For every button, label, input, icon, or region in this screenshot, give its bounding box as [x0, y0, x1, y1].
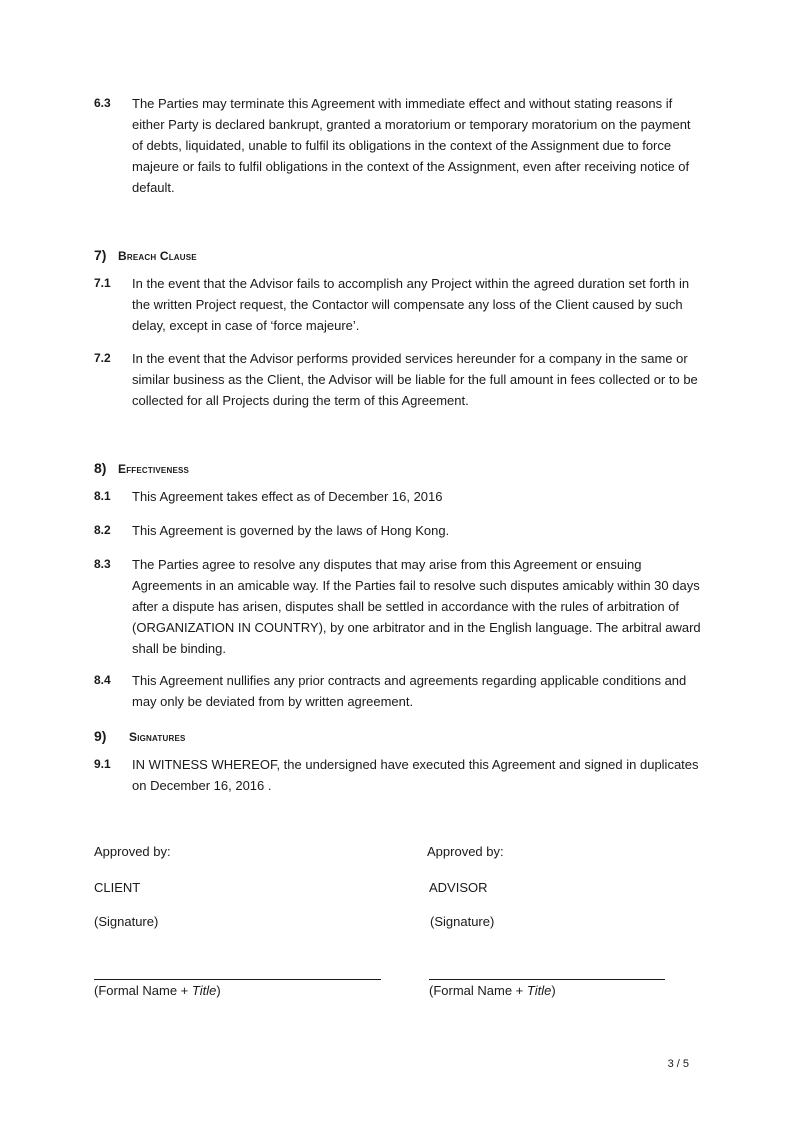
- formal-name-title: Title: [526, 983, 552, 998]
- clause-number: 7.1: [94, 276, 111, 290]
- clause-text: The Parties agree to resolve any disputes that may arise from this Agreement or ensuing Agreements in an amicable way. If the Parties fail to resolve such disputes amicably within 30 days after a dispute has arisen, disputes shall be settled in accordance with the rules of arbitration of (ORGANIZATION IN COUNTRY), by one arbitrator and in the English language. The arbitral award shall be binding.: [132, 557, 701, 656]
- clause-9-1: [94, 754, 704, 796]
- client-signature-label: (Signature): [94, 914, 159, 929]
- advisor-formal-name-label: [429, 982, 556, 1000]
- clause-8-3: [94, 554, 704, 659]
- client-formal-name-label: [94, 982, 221, 1000]
- clause-text: This Agreement takes effect as of December 16, 2016: [132, 489, 443, 504]
- clause-number: 8.3: [94, 557, 111, 571]
- formal-name-prefix: (Formal Name +: [429, 983, 527, 998]
- clause-text: This Agreement is governed by the laws of Hong Kong.: [132, 523, 450, 538]
- clause-8-4: [94, 670, 704, 712]
- clause-7-2: [94, 348, 704, 411]
- clause-number: 6.3: [94, 96, 111, 110]
- formal-name-title: Title: [191, 983, 217, 998]
- clause-text: IN WITNESS WHEREOF, the undersigned have executed this Agreement and signed in duplicates on December 16, 2016 .: [132, 757, 699, 793]
- section-number: 9): [94, 728, 107, 744]
- section-title: Effectiveness: [118, 462, 190, 476]
- client-party-label: CLIENT: [94, 880, 141, 895]
- clause-7-1: [94, 273, 704, 336]
- section-heading-7: [94, 245, 197, 266]
- clause-number: 8.2: [94, 523, 111, 537]
- clause-text: In the event that the Advisor performs provided services hereunder for a company in the same or similar business as the Client, the Advisor will be liable for the full amount in fees collected or to be collected for all Projects during the term of this Agreement.: [132, 351, 698, 408]
- section-heading-8: [94, 458, 189, 479]
- clause-text: In the event that the Advisor fails to accomplish any Project within the agreed duration set forth in the written Project request, the Contactor will compensate any loss of the Client caused by such delay, except in case of ‘force majeure’.: [132, 276, 690, 333]
- page-number: 3 / 5: [667, 1058, 689, 1070]
- section-number: 8): [94, 460, 107, 476]
- clause-number: 9.1: [94, 757, 111, 771]
- section-number: 7): [94, 247, 107, 263]
- clause-text: This Agreement nullifies any prior contracts and agreements regarding applicable conditions and may only be deviated from by written agreement.: [132, 673, 687, 709]
- section-title: Breach Clause: [118, 249, 197, 263]
- client-approved-label: Approved by:: [94, 844, 171, 859]
- clause-6-3: [94, 93, 704, 198]
- clause-8-1: [94, 486, 704, 507]
- client-signature-line: [94, 979, 381, 980]
- advisor-signature-label: (Signature): [430, 914, 495, 929]
- clause-text: The Parties may terminate this Agreement with immediate effect and without stating reasons if either Party is declared bankrupt, granted a moratorium or temporary moratorium on the payment of debts, liquidated, unable to fulfil its obligations in the context of the Assignment due to force majeure or fails to fulfil obligations in the context of the Assignment, even after receiving notice of default.: [132, 96, 691, 195]
- clause-number: 7.2: [94, 351, 111, 365]
- section-heading-9: [94, 726, 186, 747]
- advisor-approved-label: Approved by:: [427, 844, 504, 859]
- section-title: Signatures: [129, 730, 186, 744]
- clause-8-2: [94, 520, 704, 541]
- formal-name-suffix: ): [216, 983, 221, 998]
- formal-name-suffix: ): [551, 983, 556, 998]
- advisor-signature-line: [429, 979, 665, 980]
- advisor-party-label: ADVISOR: [429, 880, 488, 895]
- clause-number: 8.4: [94, 673, 111, 687]
- clause-number: 8.1: [94, 489, 111, 503]
- formal-name-prefix: (Formal Name +: [94, 983, 192, 998]
